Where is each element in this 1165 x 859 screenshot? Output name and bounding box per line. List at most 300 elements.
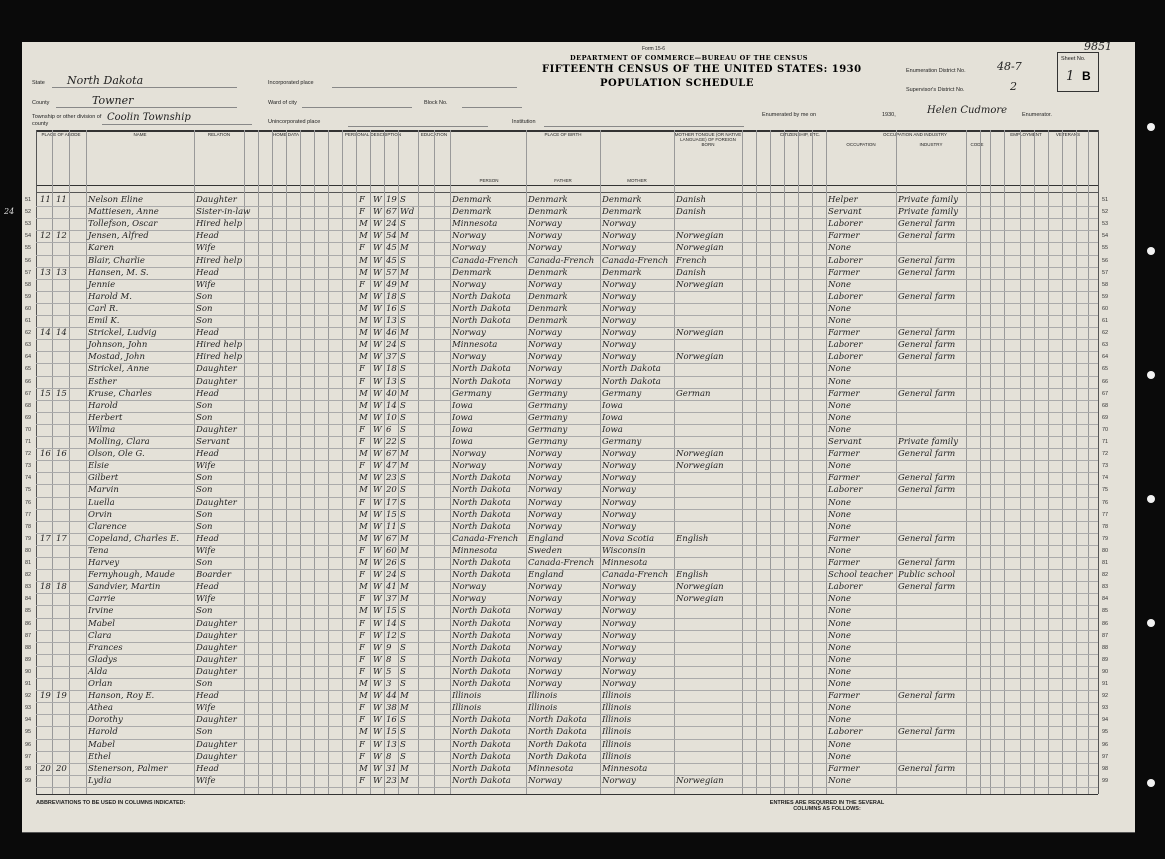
- cell-dw: 15: [40, 388, 51, 399]
- cell-bp: Minnesota: [452, 340, 498, 351]
- cell-bp: Norway: [452, 243, 486, 254]
- section-abode: PLACE OF ABODE: [41, 132, 81, 137]
- line-number: 62: [1102, 330, 1109, 337]
- cell-fam: 16: [56, 449, 67, 460]
- section-tongue: MOTHER TONGUE (OR NATIVE LANGUAGE) OF FOREIGN BORN: [674, 132, 742, 147]
- cell-fbp: Norway: [528, 279, 562, 290]
- cell-fbp: Denmark: [528, 291, 568, 302]
- cell-tongue: Norwegian: [676, 461, 724, 472]
- line-number: 63: [25, 342, 32, 349]
- line-number: 94: [1102, 717, 1109, 724]
- cell-name: Esther: [88, 376, 117, 387]
- cell-ms: S: [400, 195, 406, 205]
- cell-sex: F: [359, 545, 365, 556]
- cell-bp: Iowa: [452, 412, 473, 423]
- line-number: 98: [25, 765, 32, 772]
- cell-occ: Laborer: [828, 340, 863, 351]
- cell-race: W: [373, 388, 382, 399]
- cell-age: 11: [386, 521, 397, 532]
- section-relation: RELATION: [207, 132, 231, 137]
- cell-age: 44: [386, 691, 397, 702]
- cell-ind: General farm: [898, 763, 956, 774]
- cell-name: Mabel: [88, 739, 115, 750]
- cell-fbp: North Dakota: [528, 715, 587, 726]
- cell-occ: None: [828, 316, 852, 326]
- line-number: 72: [25, 451, 32, 458]
- cell-race: W: [373, 509, 382, 520]
- cell-name: Gilbert: [88, 473, 119, 484]
- cell-age: 22: [386, 437, 397, 447]
- cell-rel: Son: [196, 509, 213, 520]
- line-number: 57: [1102, 269, 1109, 276]
- cell-occ: Laborer: [828, 727, 863, 738]
- cell-tongue: Norwegian: [676, 328, 724, 339]
- cell-ms: S: [400, 751, 406, 762]
- line-number: 87: [1102, 632, 1109, 639]
- cell-fbp: Norway: [528, 328, 562, 339]
- line-number: 65: [25, 366, 32, 373]
- line-number: 63: [1102, 342, 1109, 349]
- cell-name: Strickel, Ludvig: [88, 328, 157, 339]
- cell-race: W: [373, 219, 382, 230]
- cell-age: 14: [386, 400, 397, 411]
- cell-rel: Head: [196, 582, 219, 593]
- cell-ms: S: [400, 679, 406, 689]
- cell-bp: North Dakota: [452, 521, 511, 532]
- cell-race: W: [373, 352, 382, 363]
- cell-fam: 12: [56, 231, 67, 242]
- cell-ind: General farm: [898, 473, 956, 484]
- grid-column-line: [1098, 130, 1099, 794]
- block-label: Block No.: [424, 100, 448, 106]
- line-number: 99: [25, 777, 32, 784]
- cell-fam: 14: [56, 328, 67, 339]
- cell-ms: M: [400, 533, 409, 544]
- cell-name: Strickel, Anne: [88, 364, 150, 375]
- sheet-number: 1: [1066, 69, 1075, 84]
- cell-bp: Minnesota: [452, 219, 498, 230]
- cell-fbp: Denmark: [528, 207, 568, 218]
- cell-age: 37: [386, 352, 397, 363]
- cell-bp: North Dakota: [452, 654, 511, 665]
- cell-fbp: North Dakota: [528, 739, 587, 750]
- cell-sex: M: [359, 255, 368, 266]
- cell-occ: Helper: [828, 195, 858, 205]
- line-number: 58: [1102, 281, 1109, 288]
- cell-sex: F: [359, 243, 365, 254]
- cell-sex: M: [359, 400, 368, 411]
- cell-rel: Wife: [196, 594, 216, 605]
- line-number: 77: [1102, 511, 1109, 518]
- cell-fbp: Canada-French: [528, 255, 595, 266]
- cell-bp: North Dakota: [452, 291, 511, 302]
- cell-name: Harold M.: [88, 291, 132, 302]
- cell-occ: None: [828, 279, 852, 290]
- cell-occ: Servant: [828, 437, 862, 447]
- cell-ms: S: [400, 400, 406, 411]
- cell-ind: Private family: [898, 437, 959, 447]
- cell-occ: None: [828, 376, 852, 387]
- binder-hole: [1147, 619, 1155, 627]
- cell-name: Frances: [88, 642, 123, 653]
- cell-rel: Son: [196, 521, 213, 532]
- cell-fbp: Norway: [528, 630, 562, 641]
- cell-mbp: Norway: [602, 485, 636, 496]
- cell-mbp: Illinois: [602, 739, 632, 750]
- cell-name: Athea: [88, 703, 113, 714]
- margin-note: 24: [4, 207, 15, 216]
- cell-sex: F: [359, 570, 365, 581]
- cell-occ: None: [828, 243, 852, 254]
- cell-bp: North Dakota: [452, 316, 511, 326]
- cell-fbp: Norway: [528, 594, 562, 605]
- cell-ind: Private family: [898, 207, 959, 218]
- cell-sex: M: [359, 340, 368, 351]
- cell-rel: Boarder: [196, 570, 232, 581]
- cell-rel: Wife: [196, 545, 216, 556]
- cell-mbp: Norway: [602, 340, 636, 351]
- cell-race: W: [373, 763, 382, 774]
- cell-ms: S: [400, 715, 406, 726]
- cell-bp: Germany: [452, 388, 492, 399]
- cell-age: 45: [386, 255, 397, 266]
- cell-fam: 17: [56, 533, 67, 544]
- cell-mbp: Norway: [602, 328, 636, 339]
- cell-tongue: Norwegian: [676, 352, 724, 363]
- cell-bp: Norway: [452, 231, 486, 242]
- cell-age: 57: [386, 267, 397, 278]
- line-number: 53: [1102, 221, 1109, 228]
- cell-ms: S: [400, 497, 406, 508]
- line-number: 85: [25, 608, 32, 615]
- cell-occ: None: [828, 303, 852, 314]
- cell-tongue: Danish: [676, 207, 706, 218]
- cell-name: Carrie: [88, 594, 116, 605]
- cell-ms: S: [400, 666, 406, 677]
- line-number: 53: [25, 221, 32, 228]
- cell-occ: Farmer: [828, 558, 860, 568]
- cell-age: 49: [386, 279, 397, 290]
- cell-rel: Wife: [196, 243, 216, 254]
- enum-district-value: 48-7: [997, 60, 1022, 73]
- cell-ind: General farm: [898, 352, 956, 363]
- line-number: 82: [25, 572, 32, 579]
- cell-age: 37: [386, 594, 397, 605]
- cell-name: Nelson Eline: [88, 195, 143, 205]
- cell-rel: Head: [196, 533, 219, 544]
- cell-name: Luella: [88, 497, 115, 508]
- line-number: 57: [25, 269, 32, 276]
- cell-mbp: Norway: [602, 497, 636, 508]
- cell-name: Dorothy: [88, 715, 123, 726]
- cell-bp: Illinois: [452, 703, 482, 714]
- line-number: 95: [1102, 729, 1109, 736]
- cell-bp: Norway: [452, 352, 486, 363]
- cell-occ: Servant: [828, 207, 862, 218]
- cell-rel: Wife: [196, 775, 216, 786]
- cell-fbp: Norway: [528, 485, 562, 496]
- cell-race: W: [373, 231, 382, 242]
- subhead-industry: INDUSTRY: [919, 142, 943, 147]
- line-number: 56: [1102, 257, 1109, 264]
- cell-tongue: Danish: [676, 267, 706, 278]
- cell-age: 23: [386, 775, 397, 786]
- cell-ms: M: [400, 231, 409, 242]
- cell-ms: S: [400, 630, 406, 641]
- cell-mbp: Norway: [602, 231, 636, 242]
- cell-age: 13: [386, 316, 397, 326]
- cell-mbp: Norway: [602, 461, 636, 472]
- cell-fbp: Norway: [528, 521, 562, 532]
- cell-mbp: Illinois: [602, 691, 632, 702]
- cell-bp: Norway: [452, 594, 486, 605]
- line-number: 83: [1102, 584, 1109, 591]
- cell-bp: Minnesota: [452, 545, 498, 556]
- line-number: 51: [1102, 197, 1109, 203]
- cell-ms: M: [400, 582, 409, 593]
- cell-sex: F: [359, 654, 365, 665]
- cell-fam: 19: [56, 691, 67, 702]
- cell-ind: General farm: [898, 558, 956, 568]
- cell-bp: North Dakota: [452, 473, 511, 484]
- cell-age: 17: [386, 497, 397, 508]
- cell-sex: M: [359, 316, 368, 326]
- subhead-occupation: OCCUPATION: [846, 142, 876, 147]
- cell-sex: F: [359, 594, 365, 605]
- cell-rel: Hired help: [196, 352, 243, 363]
- line-number: 59: [25, 293, 32, 300]
- cell-fbp: Norway: [528, 231, 562, 242]
- cell-tongue: Norwegian: [676, 449, 724, 460]
- cell-name: Herbert: [88, 412, 123, 423]
- line-number: 85: [1102, 608, 1109, 615]
- form-number: Form 15-6: [642, 46, 666, 52]
- section-birth: PLACE OF BIRTH: [544, 132, 582, 137]
- section-veterans: VETERANS: [1055, 132, 1081, 137]
- cell-race: W: [373, 207, 382, 218]
- line-number: 73: [1102, 463, 1109, 470]
- line-number: 92: [1102, 693, 1109, 700]
- cell-mbp: North Dakota: [602, 376, 661, 387]
- cell-bp: North Dakota: [452, 364, 511, 375]
- cell-mbp: Minnesota: [602, 558, 648, 568]
- cell-mbp: Denmark: [602, 267, 642, 278]
- cell-sex: F: [359, 376, 365, 387]
- cell-mbp: Illinois: [602, 715, 632, 726]
- line-number: 82: [1102, 572, 1109, 579]
- cell-bp: North Dakota: [452, 679, 511, 689]
- cell-name: Mattiesen, Anne: [88, 207, 159, 218]
- cell-ms: M: [400, 267, 409, 278]
- line-number: 80: [25, 547, 32, 554]
- cell-dw: 17: [40, 533, 51, 544]
- cell-bp: Iowa: [452, 400, 473, 411]
- line-number: 81: [1102, 560, 1109, 566]
- cell-rel: Daughter: [196, 642, 237, 653]
- cell-tongue: Norwegian: [676, 775, 724, 786]
- sheet-side: B: [1082, 69, 1091, 83]
- cell-age: 23: [386, 473, 397, 484]
- cell-occ: None: [828, 739, 852, 750]
- cell-ms: Wd: [400, 207, 415, 218]
- cell-name: Molling, Clara: [88, 437, 150, 447]
- cell-ms: S: [400, 509, 406, 520]
- cell-race: W: [373, 412, 382, 423]
- cell-ind: General farm: [898, 340, 956, 351]
- line-number: 66: [1102, 378, 1109, 385]
- cell-fam: 18: [56, 582, 67, 593]
- line-number: 86: [25, 620, 32, 627]
- line-number: 93: [25, 705, 32, 712]
- cell-occ: None: [828, 497, 852, 508]
- cell-fam: 15: [56, 388, 67, 399]
- cell-rel: Daughter: [196, 376, 237, 387]
- line-number: 58: [25, 281, 32, 288]
- cell-bp: Norway: [452, 449, 486, 460]
- enumerator-label: Enumerator.: [1022, 112, 1052, 118]
- cell-sex: M: [359, 763, 368, 774]
- cell-name: Elsie: [88, 461, 110, 472]
- cell-occ: Laborer: [828, 485, 863, 496]
- cell-rel: Wife: [196, 461, 216, 472]
- line-number: 52: [1102, 209, 1109, 216]
- cell-bp: North Dakota: [452, 376, 511, 387]
- cell-ms: M: [400, 449, 409, 460]
- cell-age: 67: [386, 449, 397, 460]
- cell-fbp: Norway: [528, 582, 562, 593]
- section-personal: PERSONAL DESCRIPTION: [344, 132, 402, 137]
- cell-rel: Son: [196, 727, 213, 738]
- supervisor-value: 2: [1010, 80, 1017, 93]
- cell-occ: None: [828, 461, 852, 472]
- cell-fbp: Illinois: [528, 691, 558, 702]
- cell-occ: Farmer: [828, 533, 860, 544]
- section-employment: EMPLOYMENT: [1010, 132, 1042, 137]
- cell-sex: F: [359, 703, 365, 714]
- cell-race: W: [373, 364, 382, 375]
- cell-ms: S: [400, 364, 406, 375]
- line-number: 97: [1102, 753, 1109, 760]
- subhead-code: CODE: [970, 142, 984, 147]
- cell-age: 18: [386, 291, 397, 302]
- cell-sex: M: [359, 691, 368, 702]
- cell-ms: S: [400, 727, 406, 738]
- cell-race: W: [373, 376, 382, 387]
- binder-hole: [1147, 495, 1155, 503]
- cell-rel: Daughter: [196, 630, 237, 641]
- line-number: 65: [1102, 366, 1109, 373]
- cell-fbp: Denmark: [528, 267, 568, 278]
- line-number: 62: [25, 330, 32, 337]
- cell-bp: Denmark: [452, 207, 492, 218]
- line-number: 60: [25, 305, 32, 312]
- cell-race: W: [373, 267, 382, 278]
- cell-fbp: Norway: [528, 509, 562, 520]
- cell-occ: Farmer: [828, 388, 860, 399]
- cell-fbp: Norway: [528, 243, 562, 254]
- cell-bp: Norway: [452, 279, 486, 290]
- cell-occ: Farmer: [828, 763, 860, 774]
- cell-ms: S: [400, 485, 406, 496]
- cell-fbp: Norway: [528, 473, 562, 484]
- cell-bp: North Dakota: [452, 606, 511, 617]
- cell-fbp: Norway: [528, 449, 562, 460]
- cell-name: Hansen, M. S.: [88, 267, 149, 278]
- cell-race: W: [373, 715, 382, 726]
- line-number: 84: [1102, 596, 1109, 603]
- cell-rel: Son: [196, 400, 213, 411]
- cell-name: Jennie: [88, 279, 116, 290]
- line-number: 98: [1102, 765, 1109, 772]
- cell-bp: North Dakota: [452, 763, 511, 774]
- cell-dw: 19: [40, 691, 51, 702]
- cell-name: Stenerson, Palmer: [88, 763, 168, 774]
- cell-rel: Sister-in-law: [196, 207, 251, 218]
- cell-sex: M: [359, 291, 368, 302]
- line-number: 68: [1102, 402, 1109, 409]
- cell-ms: M: [400, 243, 409, 254]
- cell-bp: Denmark: [452, 267, 492, 278]
- cell-bp: North Dakota: [452, 630, 511, 641]
- line-number: 75: [1102, 487, 1109, 494]
- cell-bp: North Dakota: [452, 570, 511, 581]
- cell-age: 60: [386, 545, 397, 556]
- cell-sex: F: [359, 207, 365, 218]
- cell-bp: Denmark: [452, 195, 492, 205]
- department-heading: DEPARTMENT OF COMMERCE—BUREAU OF THE CENSUS: [570, 54, 808, 62]
- cell-ind: General farm: [898, 231, 956, 242]
- cell-ms: M: [400, 328, 409, 339]
- cell-ms: S: [400, 340, 406, 351]
- cell-bp: Iowa: [452, 437, 473, 447]
- cell-mbp: Norway: [602, 666, 636, 677]
- cell-name: Lydia: [88, 775, 112, 786]
- cell-mbp: Norway: [602, 775, 636, 786]
- cell-rel: Son: [196, 473, 213, 484]
- line-number: 69: [25, 414, 32, 421]
- enum-district-label: Enumeration District No.: [906, 68, 966, 74]
- line-number: 87: [25, 632, 32, 639]
- subhead-father: FATHER: [554, 178, 572, 183]
- cell-race: W: [373, 679, 382, 689]
- cell-ms: S: [400, 255, 406, 266]
- sheet-number-box: [1057, 52, 1099, 92]
- cell-mbp: Iowa: [602, 400, 623, 411]
- cell-age: 3: [386, 679, 392, 689]
- cell-fbp: Illinois: [528, 703, 558, 714]
- line-number: 71: [1102, 439, 1109, 445]
- cell-ms: S: [400, 521, 406, 532]
- cell-sex: F: [359, 195, 365, 205]
- line-number: 91: [25, 681, 32, 687]
- cell-mbp: Canada-French: [602, 255, 669, 266]
- page-corner-number: 9851: [1084, 40, 1112, 53]
- cell-sex: M: [359, 352, 368, 363]
- cell-fbp: Norway: [528, 340, 562, 351]
- cell-sex: M: [359, 219, 368, 230]
- cell-name: Clara: [88, 630, 112, 641]
- cell-dw: 20: [40, 763, 51, 774]
- cell-sex: F: [359, 775, 365, 786]
- cell-ms: S: [400, 316, 406, 326]
- cell-name: Karen: [88, 243, 114, 254]
- cell-mbp: Norway: [602, 594, 636, 605]
- cell-bp: Norway: [452, 582, 486, 593]
- cell-occ: Farmer: [828, 328, 860, 339]
- cell-mbp: North Dakota: [602, 364, 661, 375]
- cell-occ: None: [828, 509, 852, 520]
- cell-ms: S: [400, 303, 406, 314]
